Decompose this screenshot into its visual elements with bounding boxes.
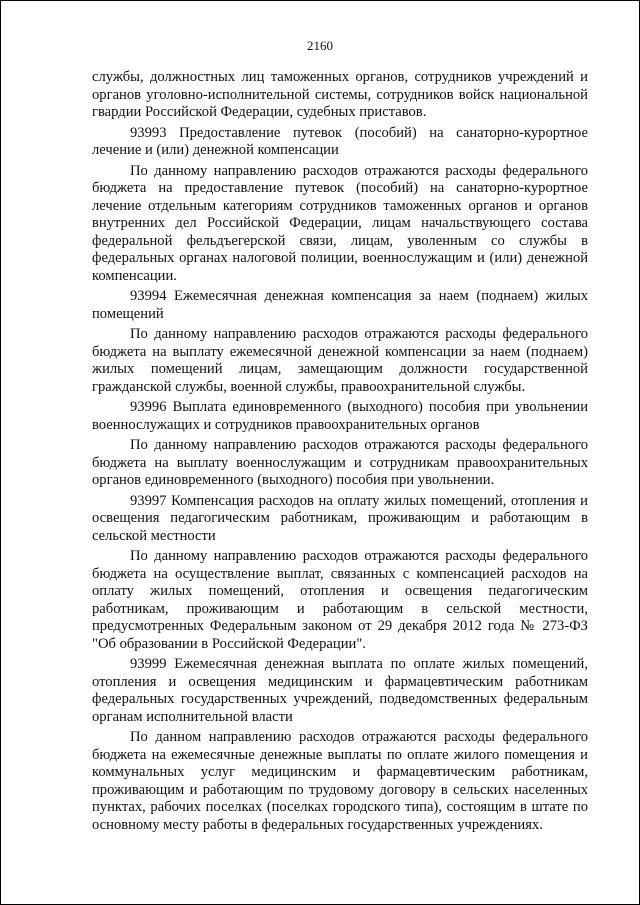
paragraph-continuation: службы, должностных лиц таможенных органов, сотрудников учреждений и органов уголовно-исполнительной системы, сотрудников войск национальной гвардии Российской Федерации, судебных приставов.	[92, 69, 588, 120]
paragraph-93997-description: По данному направлению расходов отражаются расходы федерального бюджета на осуществление выплат, связанных с компенсацией расходов на оплату жилых помещений, отопления и освещения педагогическим работникам, проживающим и работающим в сельской местности, предусмотренных Федеральным законом от 29 декабря 2012 года № 273-ФЗ "Об образовании в Российской Федерации".	[92, 548, 588, 652]
section-heading-93996: 93996 Выплата единовременного (выходного) пособия при увольнении военнослужащих и сотрудников правоохранительных органов	[92, 399, 588, 433]
section-heading-93997: 93997 Компенсация расходов на оплату жилых помещений, отопления и освещения педагогическим работникам, проживающим и работающим в сельской местности	[92, 492, 588, 544]
paragraph-93999-description: По данном направлению расходов отражаются расходы федерального бюджета на ежемесячные денежные выплаты по оплате жилого помещения и коммунальных услуг медицинским и фармацевтическим работникам, проживающим и работающим по трудовому договору в сельских населенных пунктах, рабочих поселках (поселках городского типа), состоящим в штате по основному месту работы в федеральных государственных учреждениях.	[92, 729, 588, 833]
paragraph-93993-description: По данному направлению расходов отражаются расходы федерального бюджета на предоставление путевок (пособий) на санаторно-курортное лечение отдельным категориям сотрудников таможенных органов и органов внутренних дел Российской Федерации, лицам начальствующего состава федеральной фельдъегерской связи, лицам, уволенным со службы в федеральных органах налоговой полиции, военнослужащим и (или) денежной компенсации.	[92, 162, 588, 284]
paragraph-93996-description: По данному направлению расходов отражаются расходы федерального бюджета на выплату военнослужащим и сотрудникам правоохранительных органов единовременного (выходного) пособия при увольнении.	[92, 437, 588, 488]
section-heading-93999: 93999 Ежемесячная денежная выплата по оплате жилых помещений, отопления и освещения медицинским и фармацевтическим работникам федеральных государственных учреждений, подведомственных федеральным органам исполнительной власти	[92, 656, 588, 725]
page-number: 2160	[307, 38, 333, 53]
document-body	[92, 69, 588, 837]
paragraph-93994-description: По данному направлению расходов отражаются расходы федерального бюджета на выплату ежемесячной денежной компенсации за наем (поднаем) жилых помещений лицам, замещающим должности государственной гражданской службы, военной службы, правоохранительной службы.	[92, 326, 588, 395]
section-heading-93993: 93993 Предоставление путевок (пособий) на санаторно-курортное лечение и (или) денежной компенсации	[92, 124, 588, 158]
section-heading-93994: 93994 Ежемесячная денежная компенсация за наем (поднаем) жилых помещений	[92, 288, 588, 322]
